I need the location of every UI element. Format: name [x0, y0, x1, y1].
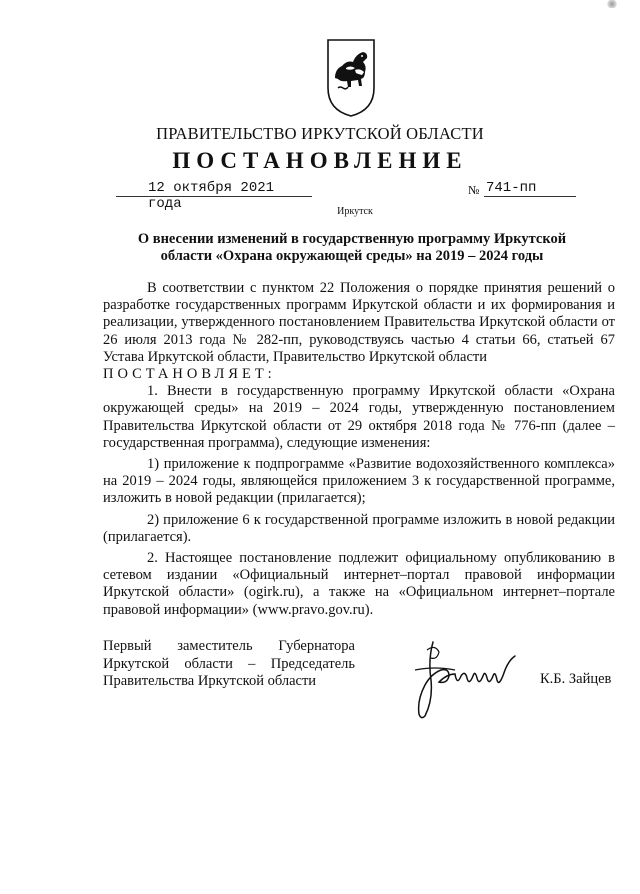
signature-image — [395, 630, 535, 722]
clause-2: 2. Настоящее постановление подлежит официальному опубликованию в сетевом издании «Официальный интернет–портал правовой информации Иркутской области» (ogirk.ru), а также на «Официальном интернет–портале правовой информации» (www.pravo.gov.ru). — [103, 550, 615, 618]
signer-name: К.Б. Зайцев — [540, 671, 612, 687]
number-underline — [484, 196, 576, 197]
clause-1: 1. Внести в государственную программу Иркутской области «Охрана окружающей среды» на 2019 – 2024 годы, утвержденную постановлением Правительства Иркутской области от 29 октября 2018 года № 776-пп (далее – государственная программа), следующие изменения: — [103, 383, 615, 451]
signer-position-line: Правительства Иркутской области — [103, 673, 317, 689]
title-line: области «Охрана окружающей среды» на 2019 – 2024 годы — [160, 248, 544, 264]
decree-date: 12 октября 2021 года — [148, 180, 275, 212]
document-title — [112, 231, 592, 265]
signer-position-line: Первый заместитель Губернатора — [103, 638, 355, 654]
preamble-paragraph: В соответствии с пунктом 22 Положения о порядке принятия решений о разработке государственных программ Иркутской области и их формирования и реализации, утвержденного постановлением Правительства Иркутской области от 26 июля 2013 года № 282-пп, руководствуясь частью 4 статьи 66, статьей 67 Устава Иркутской области, Правительство Иркутской области — [103, 280, 615, 365]
signer-position-line: Иркутской области – Председатель — [103, 655, 355, 672]
decree-number: 741-пп — [486, 180, 537, 196]
subclause-2: 2) приложение 6 к государственной программе изложить в новой редакции (прилагается). — [103, 511, 615, 545]
document-type: ПОСТАНОВЛЕНИЕ — [172, 148, 468, 173]
subclause-1: 1) приложение к подпрограмме «Развитие водохозяйственного комплекса» на 2019 – 2024 годы, являющейся приложением 3 к государственной программе, изложить в новой редакции (прилагается); — [103, 456, 615, 507]
title-line: О внесении изменений в государственную программу Иркутской — [137, 231, 567, 247]
document-body — [103, 280, 615, 619]
scan-mark — [606, 0, 618, 8]
resolves-heading: ПОСТАНОВЛЯЕТ: — [103, 366, 276, 383]
city: Иркутск — [337, 206, 373, 217]
date-underline — [116, 196, 312, 197]
signer-position — [103, 638, 355, 691]
number-sign: № — [468, 183, 480, 197]
coat-of-arms-icon — [326, 38, 376, 118]
government-name: ПРАВИТЕЛЬСТВО ИРКУТСКОЙ ОБЛАСТИ — [156, 124, 484, 143]
